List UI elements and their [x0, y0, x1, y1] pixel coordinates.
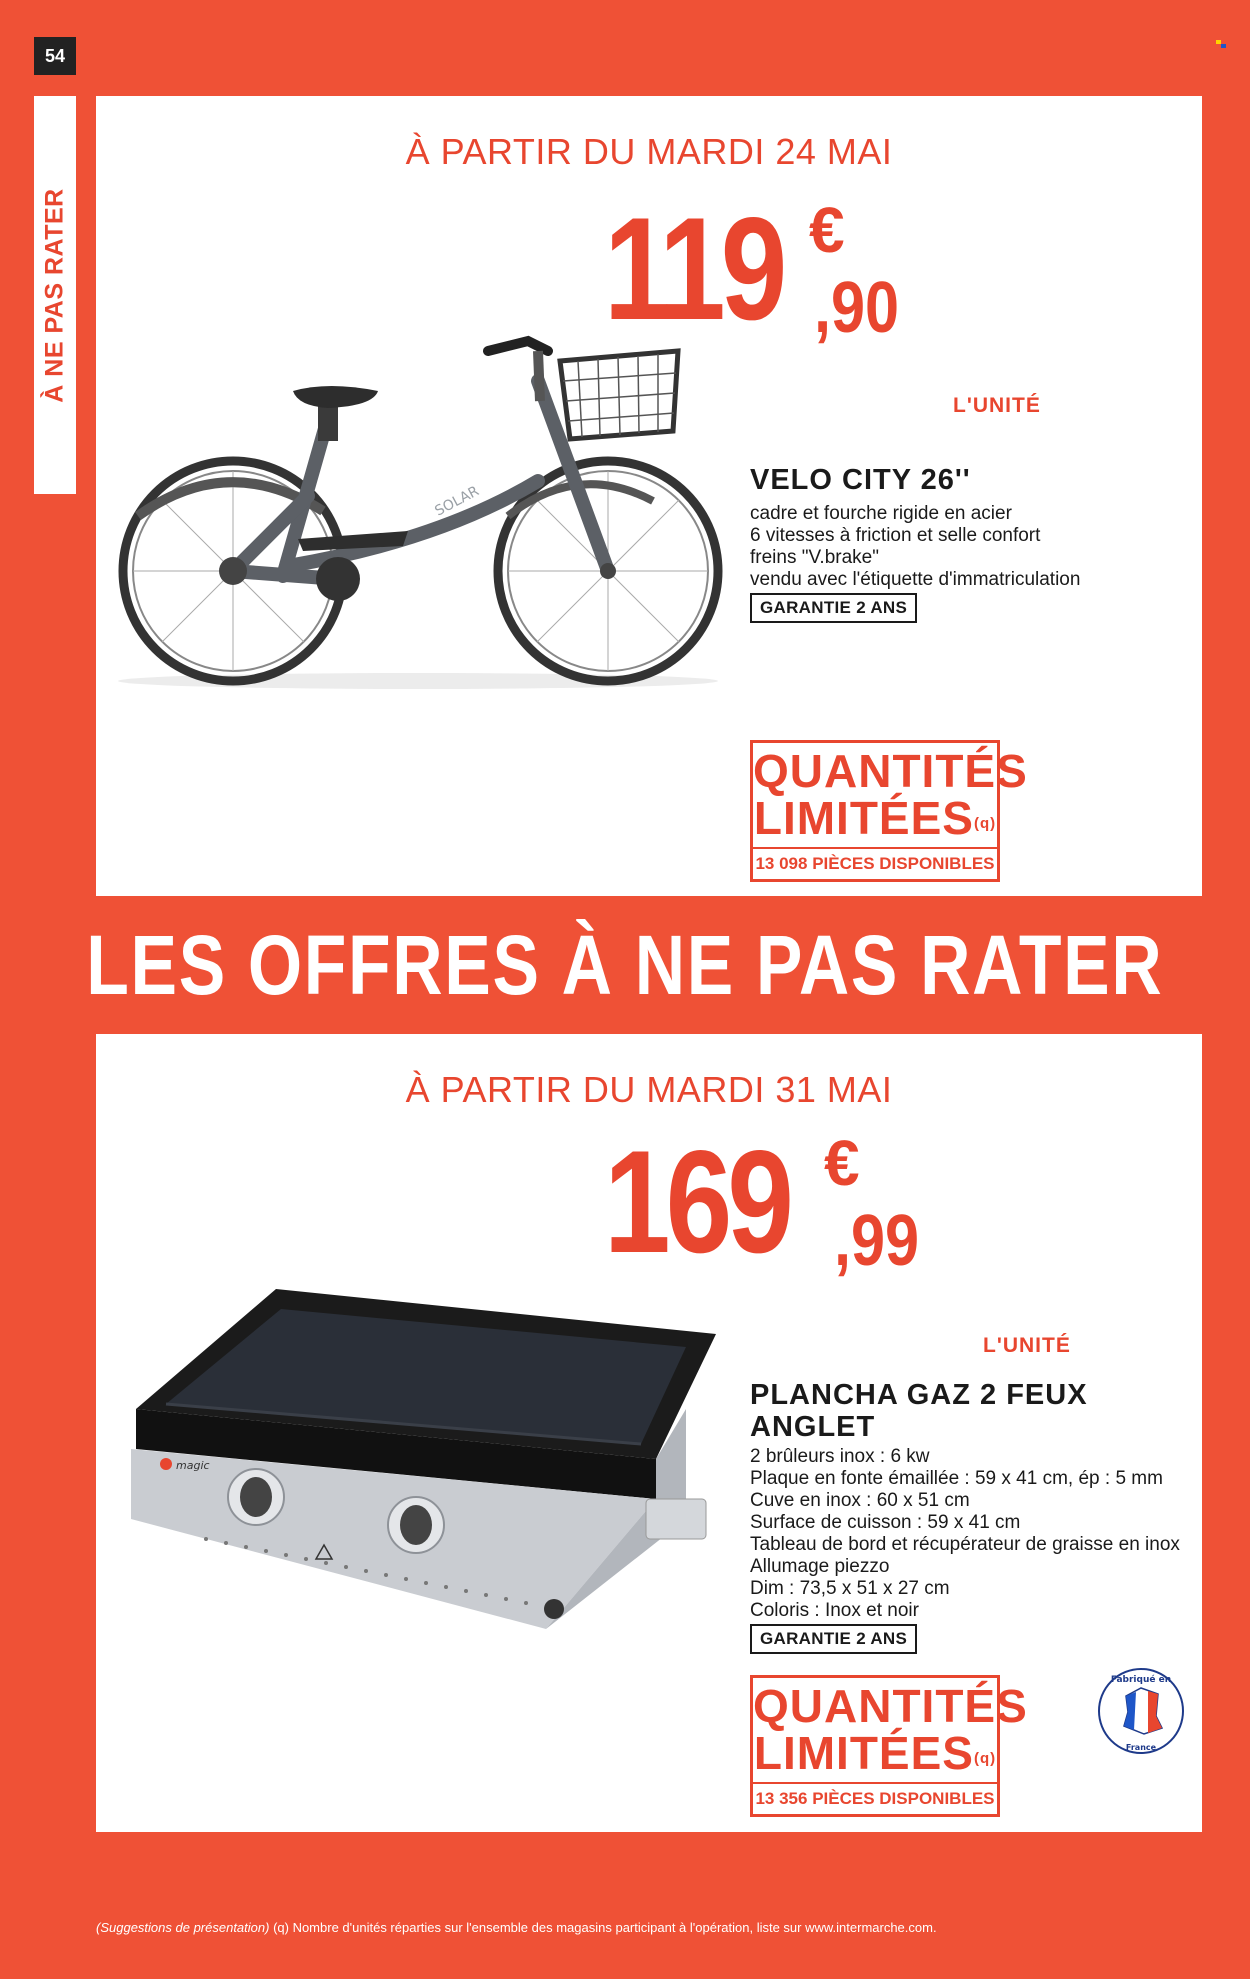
side-tab	[34, 96, 76, 494]
page-number: 54	[34, 37, 76, 75]
offer-date-heading: À PARTIR DU MARDI 24 MAI	[405, 131, 893, 172]
side-tab-label: À NE PAS RATER	[40, 187, 69, 403]
offers-banner	[0, 900, 1250, 1030]
spec-list	[750, 503, 1080, 591]
spec-item: Cuve en inox : 60 x 51 cm	[750, 1490, 970, 1511]
product-title-line: VELO CITY 26''	[750, 464, 971, 496]
spec-item: Plaque en fonte émaillée : 59 x 41 cm, ép : 5 mm	[750, 1468, 1163, 1489]
limited-quantity-box	[750, 1675, 1028, 1817]
price-bike	[604, 187, 900, 350]
banner-title: LES OFFRES À NE PAS RATER	[86, 917, 1164, 1012]
offer-panel-bike	[96, 96, 1202, 896]
spec-item: Tableau de bord et récupérateur de graisse en inox	[750, 1534, 1180, 1555]
qty-footnote-mark: (q)	[973, 1750, 997, 1767]
qty-line2: LIMITÉES$^{(q)}$	[753, 1727, 997, 1779]
bike-brand-label: SOLAR	[432, 483, 482, 520]
bicycle-image	[108, 311, 728, 691]
price-integer: 169	[604, 1120, 789, 1283]
spec-item: Surface de cuisson : 59 x 41 cm	[750, 1512, 1021, 1533]
footer-italic: (Suggestions de présentation)	[96, 1920, 270, 1935]
made-in-france-badge	[1096, 1666, 1186, 1756]
offer-panel-plancha	[96, 1034, 1202, 1832]
spec-list	[750, 1446, 1180, 1622]
price-plancha	[604, 1120, 920, 1283]
spec-item: 6 vitesses à friction et selle confort	[750, 525, 1041, 546]
spec-item: 2 brûleurs inox : 6 kw	[750, 1446, 930, 1467]
price-currency: €	[824, 1127, 860, 1199]
logo-icon	[1216, 40, 1226, 48]
warranty-badge: GARANTIE 2 ANS	[750, 593, 917, 623]
unit-label: L'UNITÉ	[953, 394, 1041, 417]
price-decimal: ,90	[814, 268, 900, 348]
footer-note	[96, 1920, 937, 1935]
plancha-brand-label: magic	[176, 1459, 210, 1472]
qty-footnote-mark: (q)	[973, 815, 997, 832]
qty-line2: LIMITÉES$^{(q)}$	[753, 792, 997, 844]
spec-item: Coloris : Inox et noir	[750, 1600, 919, 1621]
plancha-image	[126, 1259, 726, 1659]
product-title	[750, 1379, 1088, 1443]
footer-text: (q) Nombre d'unités réparties sur l'ensemble des magasins participant à l'opération, liste sur www.intermarche.com.	[269, 1920, 937, 1935]
product-title-line: ANGLET	[750, 1411, 876, 1443]
spec-item: cadre et fourche rigide en acier	[750, 503, 1012, 524]
qty-line1: QUANTITÉS	[753, 745, 1028, 797]
svg-text:France: France	[1125, 1743, 1157, 1752]
spec-item: Dim : 73,5 x 51 x 27 cm	[750, 1578, 950, 1599]
product-title	[750, 464, 971, 496]
warranty-badge: GARANTIE 2 ANS	[750, 1624, 917, 1654]
qty-available: 13 356 PIÈCES DISPONIBLES	[753, 1782, 997, 1814]
price-currency: €	[809, 194, 845, 266]
price-decimal: ,99	[834, 1201, 920, 1281]
qty-available: 13 098 PIÈCES DISPONIBLES	[753, 847, 997, 879]
spec-item: Allumage piezzo	[750, 1556, 890, 1577]
spec-item: freins "V.brake"	[750, 547, 879, 568]
limited-quantity-box	[750, 740, 1028, 882]
svg-text:Fabriqué en: Fabriqué en	[1110, 1675, 1172, 1685]
qty-line1: QUANTITÉS	[753, 1680, 1028, 1732]
spec-item: vendu avec l'étiquette d'immatriculation	[750, 569, 1081, 590]
offer-date-heading: À PARTIR DU MARDI 31 MAI	[405, 1069, 893, 1110]
price-integer: 119	[604, 187, 783, 350]
product-title-line: PLANCHA GAZ 2 FEUX	[750, 1379, 1088, 1411]
unit-label: L'UNITÉ	[983, 1334, 1071, 1357]
